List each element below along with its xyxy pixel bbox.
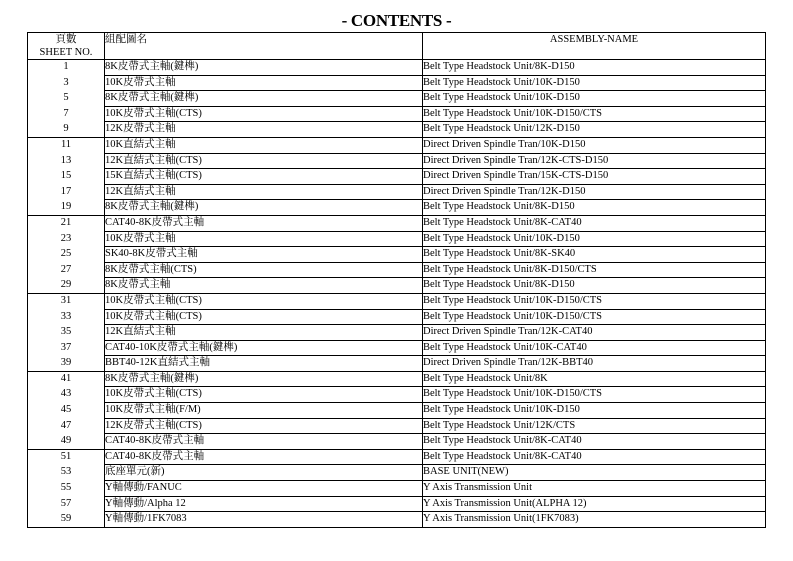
table-row <box>28 184 766 200</box>
table-row <box>28 387 766 403</box>
assembly-name-en-cell: Y Axis Transmission Unit(1FK7083) <box>423 512 766 528</box>
assembly-name-cn-cell: 10K皮帶式主軸(CTS) <box>105 309 423 325</box>
table-row <box>28 434 766 450</box>
sheet-no-cell: 11 <box>28 137 105 153</box>
sheet-no-cell: 53 <box>28 465 105 481</box>
assembly-name-cn-header <box>105 33 423 60</box>
assembly-name-en-cell: Direct Driven Spindle Tran/15K-CTS-D150 <box>423 169 766 185</box>
sheet-header-label-en: SHEET NO. <box>39 47 93 58</box>
sheet-no-cell: 29 <box>28 278 105 294</box>
table-row <box>28 481 766 497</box>
page-title: - CONTENTS - <box>341 11 452 30</box>
table-row <box>28 262 766 278</box>
table-row <box>28 75 766 91</box>
assembly-name-en-cell: Direct Driven Spindle Tran/12K-BBT40 <box>423 356 766 372</box>
table-header-row <box>28 33 766 60</box>
assembly-name-en-cell: Belt Type Headstock Unit/10K-D150/CTS <box>423 293 766 309</box>
assembly-name-en-cell: Direct Driven Spindle Tran/12K-D150 <box>423 184 766 200</box>
table-row <box>28 122 766 138</box>
table-row <box>28 153 766 169</box>
assembly-name-en-cell: Belt Type Headstock Unit/12K-D150 <box>423 122 766 138</box>
sheet-no-cell: 45 <box>28 403 105 419</box>
assembly-name-cn-cell: 10K皮帶式主軸(CTS) <box>105 106 423 122</box>
sheet-no-cell: 59 <box>28 512 105 528</box>
assembly-name-cn-cell: 12K直結式主軸 <box>105 184 423 200</box>
sheet-no-header <box>28 33 105 60</box>
assembly-name-cn-cell: 10K皮帶式主軸(F/M) <box>105 403 423 419</box>
assembly-name-cn-cell: 15K直結式主軸(CTS) <box>105 169 423 185</box>
assembly-name-cn-cell: CAT40-8K皮帶式主軸 <box>105 434 423 450</box>
assembly-name-cn-cell: BBT40-12K直結式主軸 <box>105 356 423 372</box>
table-row <box>28 60 766 76</box>
assembly-name-cn-cell: 10K皮帶式主軸(CTS) <box>105 387 423 403</box>
assembly-name-en-header <box>423 33 766 60</box>
assembly-name-en-cell: Belt Type Headstock Unit/8K <box>423 371 766 387</box>
assembly-name-en-cell: Direct Driven Spindle Tran/10K-D150 <box>423 137 766 153</box>
assembly-name-cn-cell: 8K皮帶式主軸(鍵榫) <box>105 91 423 107</box>
assembly-name-en-cell: Belt Type Headstock Unit/10K-D150/CTS <box>423 106 766 122</box>
sheet-no-cell: 1 <box>28 60 105 76</box>
table-row <box>28 465 766 481</box>
sheet-no-cell: 39 <box>28 356 105 372</box>
sheet-no-cell: 5 <box>28 91 105 107</box>
sheet-no-cell: 35 <box>28 325 105 341</box>
assembly-name-cn-cell: 12K直結式主軸(CTS) <box>105 153 423 169</box>
table-row <box>28 496 766 512</box>
table-row <box>28 200 766 216</box>
assembly-name-cn-cell: 12K直結式主軸 <box>105 325 423 341</box>
assembly-name-en-cell: Belt Type Headstock Unit/8K-CAT40 <box>423 215 766 231</box>
assembly-name-en-cell: Belt Type Headstock Unit/8K-SK40 <box>423 247 766 263</box>
assembly-name-cn-cell: 10K皮帶式主軸 <box>105 231 423 247</box>
table-row <box>28 325 766 341</box>
sheet-no-cell: 49 <box>28 434 105 450</box>
cn-header-label: 組配圖名 <box>105 34 147 45</box>
assembly-name-en-cell: Y Axis Transmission Unit <box>423 481 766 497</box>
table-row <box>28 106 766 122</box>
assembly-name-en-cell: Belt Type Headstock Unit/8K-CAT40 <box>423 449 766 465</box>
sheet-no-cell: 7 <box>28 106 105 122</box>
sheet-no-cell: 31 <box>28 293 105 309</box>
sheet-no-cell: 55 <box>28 481 105 497</box>
sheet-no-cell: 13 <box>28 153 105 169</box>
assembly-name-cn-cell: 10K直結式主軸 <box>105 137 423 153</box>
assembly-name-en-cell: Belt Type Headstock Unit/8K-D150 <box>423 60 766 76</box>
sheet-no-cell: 19 <box>28 200 105 216</box>
assembly-name-cn-cell: 12K皮帶式主軸 <box>105 122 423 138</box>
sheet-no-cell: 3 <box>28 75 105 91</box>
contents-table <box>27 32 766 528</box>
assembly-name-cn-cell: 8K皮帶式主軸(鍵榫) <box>105 371 423 387</box>
sheet-no-cell: 27 <box>28 262 105 278</box>
assembly-name-en-cell: Belt Type Headstock Unit/10K-D150/CTS <box>423 387 766 403</box>
assembly-name-cn-cell: 8K皮帶式主軸(鍵榫) <box>105 60 423 76</box>
assembly-name-cn-cell: Y軸傳動/Alpha 12 <box>105 496 423 512</box>
assembly-name-cn-cell: 8K皮帶式主軸(鍵榫) <box>105 200 423 216</box>
en-header-label: ASSEMBLY-NAME <box>549 34 639 45</box>
assembly-name-cn-cell: Y軸傳動/FANUC <box>105 481 423 497</box>
table-row <box>28 418 766 434</box>
table-row <box>28 356 766 372</box>
sheet-no-cell: 25 <box>28 247 105 263</box>
assembly-name-en-cell: Belt Type Headstock Unit/8K-D150 <box>423 200 766 216</box>
assembly-name-cn-cell: 10K皮帶式主軸(CTS) <box>105 293 423 309</box>
table-row <box>28 247 766 263</box>
assembly-name-cn-cell: SK40-8K皮帶式主軸 <box>105 247 423 263</box>
sheet-header-label-cn: 頁數 <box>55 34 77 45</box>
assembly-name-en-cell: Belt Type Headstock Unit/10K-CAT40 <box>423 340 766 356</box>
assembly-name-cn-cell: Y軸傳動/1FK7083 <box>105 512 423 528</box>
assembly-name-en-cell: Belt Type Headstock Unit/12K/CTS <box>423 418 766 434</box>
sheet-no-cell: 17 <box>28 184 105 200</box>
assembly-name-cn-cell: CAT40-8K皮帶式主軸 <box>105 215 423 231</box>
table-row <box>28 137 766 153</box>
sheet-no-cell: 15 <box>28 169 105 185</box>
assembly-name-en-cell: Belt Type Headstock Unit/10K-D150 <box>423 91 766 107</box>
assembly-name-cn-cell: 10K皮帶式主軸 <box>105 75 423 91</box>
sheet-no-cell: 47 <box>28 418 105 434</box>
sheet-no-cell: 41 <box>28 371 105 387</box>
assembly-name-en-cell: Belt Type Headstock Unit/10K-D150/CTS <box>423 309 766 325</box>
sheet-no-cell: 21 <box>28 215 105 231</box>
assembly-name-cn-cell: CAT40-8K皮帶式主軸 <box>105 449 423 465</box>
table-row <box>28 449 766 465</box>
table-row <box>28 91 766 107</box>
sheet-no-cell: 33 <box>28 309 105 325</box>
sheet-no-cell: 43 <box>28 387 105 403</box>
table-row <box>28 278 766 294</box>
assembly-name-en-cell: Direct Driven Spindle Tran/12K-CAT40 <box>423 325 766 341</box>
table-row <box>28 371 766 387</box>
sheet-no-cell: 37 <box>28 340 105 356</box>
assembly-name-cn-cell: 8K皮帶式主軸(CTS) <box>105 262 423 278</box>
assembly-name-en-cell: Belt Type Headstock Unit/8K-CAT40 <box>423 434 766 450</box>
assembly-name-cn-cell: 12K皮帶式主軸(CTS) <box>105 418 423 434</box>
table-row <box>28 512 766 528</box>
sheet-no-cell: 57 <box>28 496 105 512</box>
table-row <box>28 340 766 356</box>
assembly-name-en-cell: Direct Driven Spindle Tran/12K-CTS-D150 <box>423 153 766 169</box>
table-row <box>28 169 766 185</box>
table-row <box>28 215 766 231</box>
table-row <box>28 403 766 419</box>
assembly-name-en-cell: Belt Type Headstock Unit/8K-D150 <box>423 278 766 294</box>
sheet-no-cell: 51 <box>28 449 105 465</box>
table-row <box>28 293 766 309</box>
assembly-name-en-cell: Belt Type Headstock Unit/10K-D150 <box>423 403 766 419</box>
assembly-name-en-cell: Belt Type Headstock Unit/10K-D150 <box>423 231 766 247</box>
sheet-no-cell: 9 <box>28 122 105 138</box>
assembly-name-en-cell: Y Axis Transmission Unit(ALPHA 12) <box>423 496 766 512</box>
assembly-name-cn-cell: CAT40-10K皮帶式主軸(鍵榫) <box>105 340 423 356</box>
assembly-name-cn-cell: 底座單元(新) <box>105 465 423 481</box>
assembly-name-en-cell: BASE UNIT(NEW) <box>423 465 766 481</box>
table-row <box>28 309 766 325</box>
sheet-no-cell: 23 <box>28 231 105 247</box>
assembly-name-en-cell: Belt Type Headstock Unit/8K-D150/CTS <box>423 262 766 278</box>
assembly-name-en-cell: Belt Type Headstock Unit/10K-D150 <box>423 75 766 91</box>
table-row <box>28 231 766 247</box>
assembly-name-cn-cell: 8K皮帶式主軸 <box>105 278 423 294</box>
